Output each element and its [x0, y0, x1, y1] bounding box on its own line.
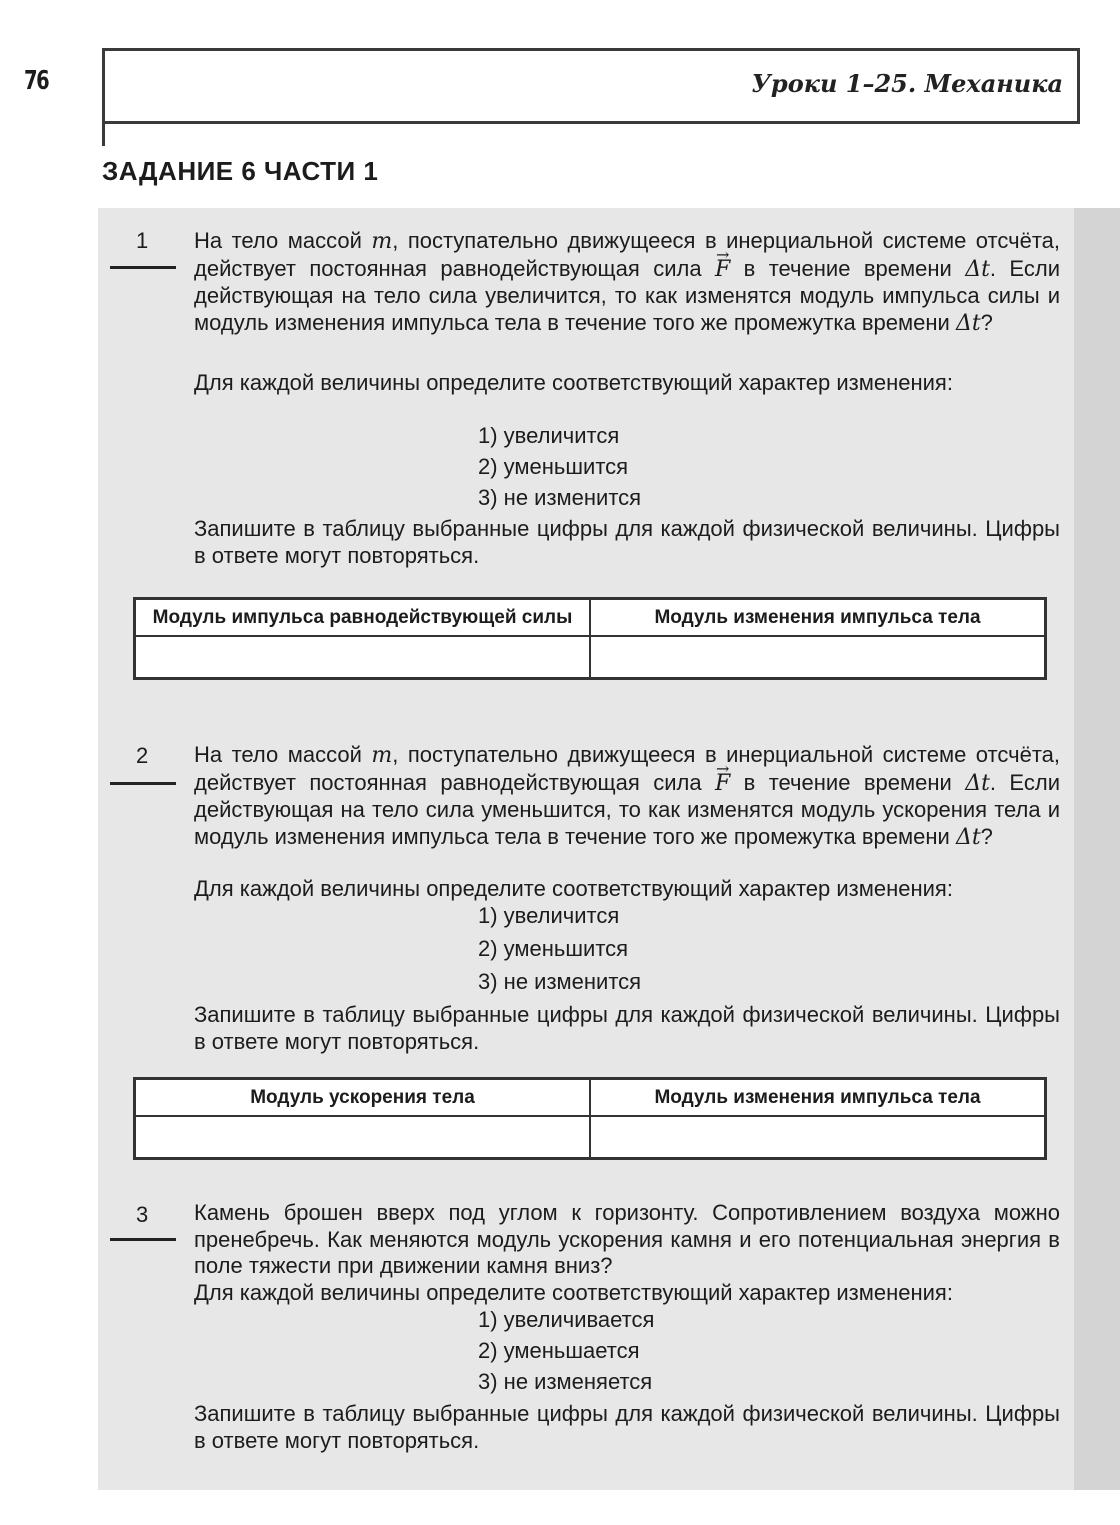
task-2-option: 1) увеличится — [478, 903, 620, 928]
task-1-question: На тело массой m, поступательно движущееся в инерциальной системе отсчёта, действует постоянная равнодействующая сила → F в течение времени Δt. Если действующая на тело сила увеличится, то как изменятся модуль импульса силы и модуль изменения импульса тела в течение того же промежутка времени Δt? — [194, 228, 1060, 337]
task-1-number: 1 — [136, 228, 149, 253]
section-title: ЗАДАНИЕ 6 ЧАСТИ 1 — [102, 156, 379, 186]
task-2-options — [478, 900, 641, 999]
task-3-record-instruction: Запишите в таблицу выбранные цифры для каждой физической величины. Цифры в ответе могут повторяться. — [194, 1401, 1060, 1453]
task-2-answer-cell[interactable] — [135, 1116, 591, 1159]
task-3-rule — [110, 1238, 176, 1241]
task-3-question: Камень брошен вверх под углом к горизонту. Сопротивлением воздуха можно пренебречь. Как меняются модуль ускорения камня и его потенциальная энергия в поле тяжести при движении камня вниз? — [194, 1200, 1060, 1278]
task-1-rule — [110, 266, 176, 269]
header-divider — [102, 120, 105, 146]
task-1-instruction: Для каждой величины определите соответствующий характер изменения: — [194, 370, 953, 395]
task-2-option: 2) уменьшится — [478, 936, 629, 961]
task-3-options — [478, 1304, 654, 1397]
task-1-options — [478, 420, 641, 513]
task-1-col-header: Модуль изменения импульса тела — [590, 599, 1046, 637]
task-2-rule — [110, 782, 176, 785]
task-1-option: 2) уменьшится — [478, 454, 629, 479]
page-number: 76 — [24, 66, 49, 96]
task-1-option: 3) не изменится — [478, 485, 642, 510]
task-3-option: 2) уменьшается — [478, 1338, 640, 1363]
task-2-question: На тело массой m, поступательно движущееся в инерциальной системе отсчёта, действует постоянная равнодействующая сила → F в течение времени Δt. Если действующая на тело сила уменьшится, то как изменятся модуль ускорения тела и модуль изменения импульса тела в течение того же промежутка времени Δt? — [194, 742, 1060, 851]
task-1-option: 1) увеличится — [478, 423, 620, 448]
task-1-answer-table — [133, 597, 1047, 680]
task-1-answer-cell[interactable] — [135, 636, 591, 679]
task-2-option: 3) не изменится — [478, 969, 642, 994]
task-2-record-instruction: Запишите в таблицу выбранные цифры для каждой физической величины. Цифры в ответе могут повторяться. — [194, 1002, 1060, 1054]
task-1-record-instruction: Запишите в таблицу выбранные цифры для каждой физической величины. Цифры в ответе могут повторяться. — [194, 516, 1060, 568]
task-2-answer-cell[interactable] — [590, 1116, 1046, 1159]
header-title: Уроки 1–25. Механика — [751, 69, 1063, 98]
task-2-number: 2 — [136, 743, 149, 768]
force-vector-symbol: → F — [715, 771, 730, 798]
task-1-col-header: Модуль импульса равнодействующей силы — [135, 599, 591, 637]
task-3-option: 1) увеличивается — [478, 1307, 655, 1332]
task-2-answer-table — [133, 1077, 1047, 1160]
task-2-instruction: Для каждой величины определите соответствующий характер изменения: — [194, 876, 953, 901]
header-box — [102, 48, 1080, 124]
task-3-option: 3) не изменяется — [478, 1369, 653, 1394]
task-2-col-header: Модуль изменения импульса тела — [590, 1079, 1046, 1117]
force-vector-symbol: → F — [715, 257, 730, 284]
task-3-instruction: Для каждой величины определите соответствующий характер изменения: — [194, 1280, 953, 1305]
task-2-col-header: Модуль ускорения тела — [135, 1079, 591, 1117]
page-edge-shadow — [1074, 208, 1120, 1490]
task-3-number: 3 — [136, 1202, 149, 1227]
task-1-answer-cell[interactable] — [590, 636, 1046, 679]
